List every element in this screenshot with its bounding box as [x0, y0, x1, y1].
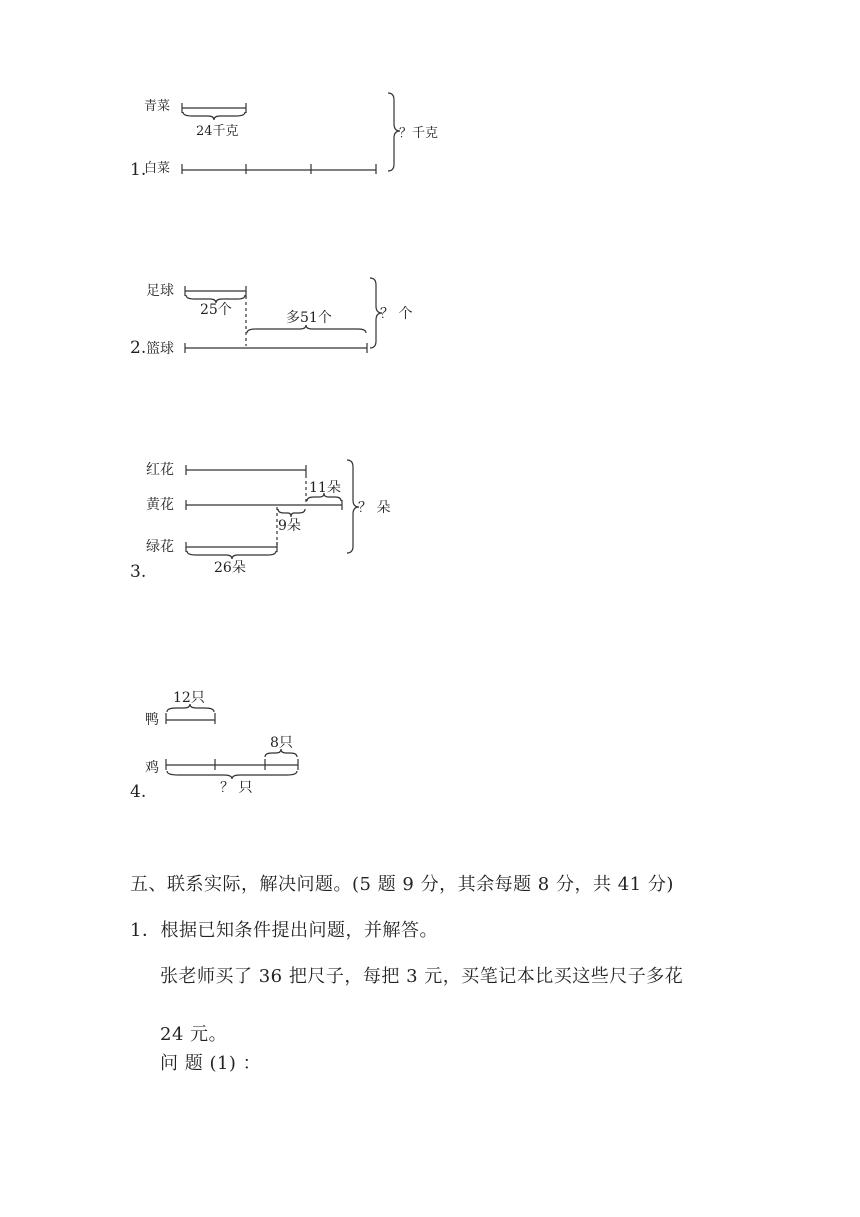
- diagram-4-total-label: ？ 只: [220, 780, 253, 796]
- diagram-3-less-label: 9朵: [278, 518, 301, 534]
- diagram-4-row2-label: 鸡: [145, 760, 159, 776]
- diagram-3-number: 3.: [130, 562, 147, 582]
- diagram-1-total-label: ？千克: [399, 126, 439, 141]
- diagram-2-total-label: ？ 个: [380, 306, 413, 322]
- diagram-4-row1-label: 鸭: [145, 712, 159, 728]
- diagram-2-row1-label: 足球: [146, 283, 174, 299]
- diagram-1-part-label: 24千克: [196, 124, 239, 139]
- question-1-text-line2: 24 元。: [160, 1024, 228, 1045]
- diagram-2-part-label: 25个: [200, 302, 232, 318]
- diagram-3-row1-label: 红花: [146, 462, 174, 478]
- diagram-1-row2-label: 白菜: [144, 161, 171, 176]
- diagram-4-more-label: 8只: [270, 735, 293, 751]
- diagram-4-number: 4.: [130, 782, 147, 802]
- diagram-1-number: 1.: [130, 160, 147, 180]
- diagram-3-part-label: 26朵: [214, 560, 246, 576]
- diagram-3-total-label: ？ 朵: [358, 500, 391, 516]
- diagram-3-row2-label: 黄花: [146, 497, 174, 513]
- question-1-text-line1: 张老师买了 36 把尺子，每把 3 元，买笔记本比买这些尺子多花: [160, 966, 684, 987]
- question-1-sub-prompt: 问 题 (1) ：: [160, 1053, 262, 1074]
- section-heading: 五、联系实际，解决问题。(5 题 9 分，其余每题 8 分，共 41 分): [130, 874, 674, 895]
- diagram-2-row2-label: 篮球: [146, 341, 174, 357]
- diagram-3-more-label: 11朵: [309, 480, 341, 496]
- diagram-3-row3-label: 绿花: [146, 539, 174, 555]
- diagram-2-more-label: 多51个: [286, 310, 332, 326]
- question-1-title: 1．根据已知条件提出问题，并解答。: [130, 920, 438, 941]
- diagram-4-part-label: 12只: [173, 690, 205, 706]
- diagram-1-row1-label: 青菜: [144, 99, 171, 114]
- diagram-2-number: 2.: [130, 338, 147, 358]
